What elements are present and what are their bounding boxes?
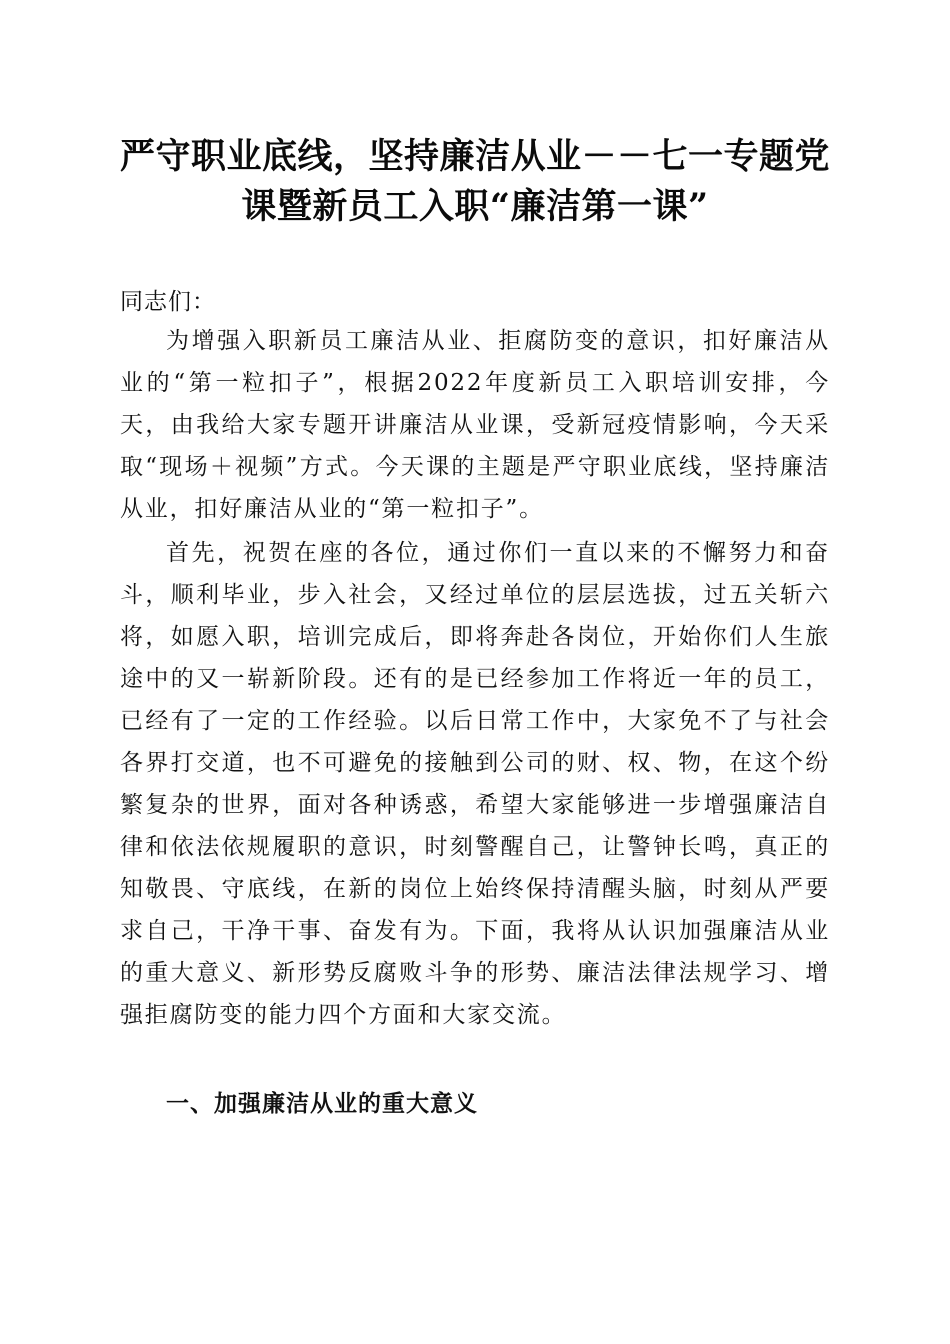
body-paragraph-1: 为增强入职新员工廉洁从业、拒腐防变的意识，扣好廉洁从业的“第一粒扣子”，根据2022年度新员工入职培训安排，今天，由我给大家专题开讲廉洁从业课，受新冠疫情影响，今天采取“现场＋视频”方式。今天课的主题是严守职业底线，坚持廉洁从业，扣好廉洁从业的“第一粒扣子”。: [120, 328, 830, 522]
body-paragraph-2: 首先，祝贺在座的各位，通过你们一直以来的不懈努力和奋斗，顺利毕业，步入社会，又经过单位的层层选拔，过五关斩六将，如愿入职，培训完成后，即将奔赴各岗位，开始你们人生旅途中的又一崭新阶段。还有的是已经参加工作将近一年的员工，已经有了一定的工作经验。以后日常工作中，大家免不了与社会各界打交道，也不可避免的接触到公司的财、权、物，在这个纷繁复杂的世界，面对各种诱惑，希望大家能够进一步增强廉洁自律和依法依规履职的意识，时刻警醒自己，让警钟长鸣，真正的知敬畏、守底线，在新的岗位上始终保持清醒头脑，时刻从严要求自己，干净干事、奋发有为。下面，我将从认识加强廉洁从业的重大意义、新形势反腐败斗争的形势、廉洁法律法规学习、增强拒腐防变的能力四个方面和大家交流。: [120, 540, 830, 1028]
title-line-1: 严守职业底线，坚持廉洁从业－－七一专题党: [119, 136, 830, 177]
document-title: [110, 132, 840, 232]
salutation: 同志们：: [120, 289, 216, 315]
title-line-2: 课暨新员工入职“廉洁第一课”: [241, 186, 709, 227]
section-heading-1: 一、加强廉洁从业的重大意义: [166, 1091, 478, 1117]
